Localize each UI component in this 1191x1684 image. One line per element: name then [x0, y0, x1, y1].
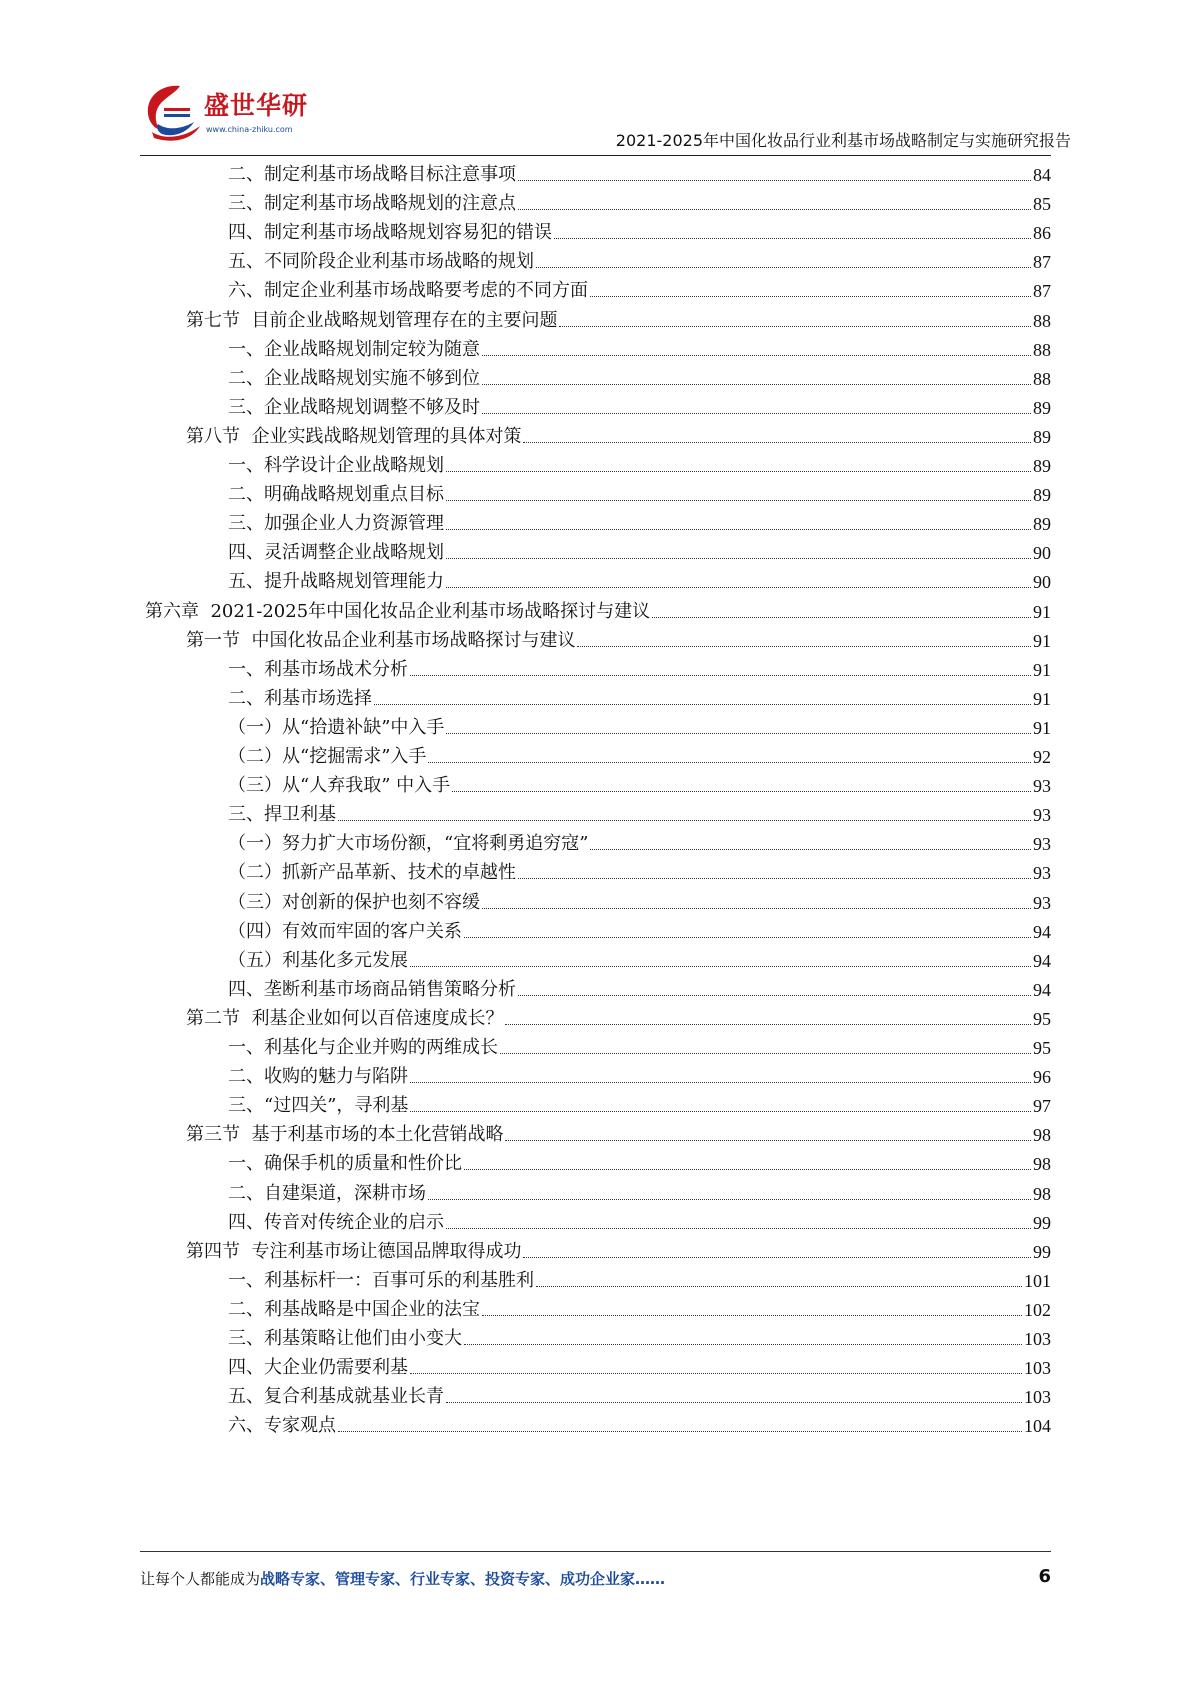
toc-entry-page: 89: [1033, 426, 1051, 447]
toc-entry-title: 二、明确战略规划重点目标: [228, 484, 444, 506]
toc-dot-leader: [518, 180, 1031, 181]
toc-entry[interactable]: [228, 1143, 1051, 1175]
toc-entry-title: 五、提升战略规划管理能力: [228, 571, 444, 593]
toc-entry[interactable]: [228, 212, 1051, 244]
toc-entry-title: （三）从“人弃我取” 中入手: [228, 775, 451, 797]
toc-entry[interactable]: [228, 154, 1051, 186]
toc-entry-page: 97: [1033, 1096, 1051, 1117]
toc-entry-page: 95: [1033, 1038, 1051, 1058]
toc-entry-title: （一）从“拾遗补缺”中入手: [228, 716, 445, 738]
toc-dot-leader: [446, 558, 1031, 559]
toc-entry[interactable]: [228, 736, 1051, 768]
toc-entry[interactable]: [228, 678, 1051, 710]
toc-entry[interactable]: [228, 1260, 1051, 1292]
toc-entry[interactable]: [228, 474, 1051, 506]
toc-dot-leader: [505, 1024, 1031, 1025]
toc-dot-leader: [518, 878, 1031, 879]
toc-entry[interactable]: [228, 940, 1051, 972]
toc-entry-title: 四、灵活调整企业战略规划: [228, 542, 444, 564]
report-title: 2021-2025年中国化妆品行业利基市场战略制定与实施研究报告: [615, 131, 1071, 150]
toc-entry-page: 85: [1033, 194, 1051, 215]
toc-entry-title: 一、利基标杆一：百事可乐的利基胜利: [228, 1269, 534, 1291]
toc-dot-leader: [536, 267, 1031, 268]
toc-dot-leader: [500, 1053, 1031, 1054]
toc-entry-page: 89: [1033, 514, 1051, 535]
toc-entry[interactable]: [228, 852, 1051, 884]
toc-entry-page: 89: [1033, 397, 1051, 418]
toc-entry-page: 103: [1024, 1387, 1051, 1408]
toc-entry-title: 五、复合利基成就基业长青: [228, 1386, 444, 1408]
toc-dot-leader: [446, 529, 1031, 530]
toc-dot-leader: [590, 296, 1031, 297]
toc-entry-page: 98: [1033, 1154, 1051, 1175]
toc-entry-title: （三）对创新的保护也刻不容缓: [228, 891, 480, 913]
toc-entry-page: 92: [1033, 747, 1051, 767]
toc-entry-page: 88: [1033, 368, 1051, 389]
toc-entry-page: 91: [1033, 688, 1051, 709]
toc-entry-title: 三、企业战略规划调整不够及时: [228, 396, 480, 418]
toc-entry[interactable]: [228, 1173, 1051, 1205]
toc-dot-leader: [518, 209, 1031, 210]
footer-slogan-roles: 战略专家、管理专家、行业专家、投资专家、成功企业家……: [260, 1570, 666, 1588]
toc-entry-page: 99: [1033, 1212, 1051, 1233]
toc-entry-page: 98: [1033, 1125, 1051, 1146]
toc-entry-title: 一、利基化与企业并购的两维成长: [228, 1037, 498, 1058]
toc-entry[interactable]: [228, 765, 1051, 797]
toc-entry[interactable]: [228, 1027, 1051, 1059]
toc-entry[interactable]: [228, 241, 1051, 273]
toc-entry-title: 第八节 企业实践战略规划管理的具体对策: [186, 425, 522, 447]
toc-entry-title: 一、利基市场战术分析: [228, 658, 408, 680]
toc-dot-leader: [464, 1344, 1022, 1345]
toc-entry-page: 104: [1024, 1416, 1051, 1437]
toc-entry-title: 一、确保手机的质量和性价比: [228, 1153, 462, 1175]
toc-entry-title: 第四节 专注利基市场让德国品牌取得成功: [186, 1240, 522, 1262]
toc-entry-page: 91: [1033, 717, 1051, 738]
toc-entry-title: 六、专家观点: [228, 1415, 336, 1437]
logo-website-url: www.china-zhiku.com: [206, 125, 293, 134]
toc-entry[interactable]: [228, 882, 1051, 914]
toc-dot-leader: [652, 617, 1031, 618]
footer-slogan: [140, 1568, 665, 1589]
toc-entry-page: 88: [1033, 310, 1051, 331]
toc-entry[interactable]: [228, 1405, 1051, 1437]
toc-entry-page: 90: [1033, 543, 1051, 564]
toc-entry-page: 90: [1033, 572, 1051, 593]
toc-entry-page: 89: [1033, 485, 1051, 506]
toc-dot-leader: [559, 326, 1031, 327]
toc-entry[interactable]: [228, 911, 1051, 943]
toc-dot-leader: [446, 1402, 1022, 1403]
toc-entry-page: 93: [1033, 805, 1051, 826]
toc-entry-title: 第六章 2021-2025年中国化妆品企业利基市场战略探讨与建议: [145, 600, 651, 622]
toc-entry-title: 一、科学设计企业战略规划: [228, 455, 444, 476]
toc-dot-leader: [338, 820, 1031, 821]
toc-dot-leader: [482, 413, 1031, 414]
logo-emblem-icon: [140, 80, 204, 142]
toc-entry[interactable]: [228, 183, 1051, 215]
toc-entry[interactable]: [228, 649, 1051, 681]
toc-entry[interactable]: [228, 1056, 1051, 1088]
toc-entry[interactable]: [228, 823, 1051, 855]
toc-dot-leader: [446, 587, 1031, 588]
toc-entry-page: 94: [1033, 979, 1051, 1000]
toc-entry-page: 87: [1033, 281, 1051, 302]
toc-dot-leader: [523, 1257, 1031, 1258]
toc-entry-title: 二、利基市场选择: [228, 687, 372, 709]
toc-entry-title: （二）抓新产品革新、技术的卓越性: [228, 862, 516, 884]
toc-entry-title: 第三节 基于利基市场的本土化营销战略: [186, 1124, 504, 1146]
toc-entry-title: 三、利基策略让他们由小变大: [228, 1328, 462, 1349]
toc-dot-leader: [410, 1111, 1031, 1112]
toc-entry-title: 第一节 中国化妆品企业利基市场战略探讨与建议: [186, 629, 576, 651]
toc-dot-leader: [464, 1169, 1031, 1170]
toc-entry-title: 一、企业战略规划制定较为随意: [228, 338, 480, 360]
toc-entry-title: 三、“过四关”，寻利基: [228, 1095, 409, 1117]
toc-entry-page: 87: [1033, 252, 1051, 273]
toc-dot-leader: [482, 355, 1031, 356]
toc-entry-title: 二、企业战略规划实施不够到位: [228, 367, 480, 389]
toc-entry[interactable]: [186, 1231, 1051, 1263]
toc-entry-title: （二）从“挖掘需求”入手: [228, 746, 427, 767]
toc-entry-page: 86: [1033, 223, 1051, 244]
toc-dot-leader: [410, 1373, 1022, 1374]
toc-entry[interactable]: [186, 998, 1051, 1030]
toc-dot-leader: [590, 849, 1031, 850]
toc-dot-leader: [482, 1315, 1022, 1316]
toc-entry-title: 四、传音对传统企业的启示: [228, 1211, 444, 1233]
company-logo: [140, 80, 320, 150]
toc-entry-page: 93: [1033, 776, 1051, 797]
toc-entry[interactable]: [186, 300, 1051, 332]
toc-dot-leader: [518, 995, 1031, 996]
toc-entry-title: 二、利基战略是中国企业的法宝: [228, 1298, 480, 1320]
toc-dot-leader: [428, 1199, 1031, 1200]
page-header: [0, 0, 1191, 158]
toc-entry[interactable]: [186, 416, 1051, 448]
toc-entry-page: 99: [1033, 1241, 1051, 1262]
toc-entry-page: 93: [1033, 863, 1051, 884]
toc-entry-page: 98: [1033, 1183, 1051, 1204]
toc-entry-title: （五）利基化多元发展: [228, 949, 408, 971]
toc-entry[interactable]: [228, 707, 1051, 739]
toc-entry-page: 103: [1024, 1358, 1051, 1379]
toc-dot-leader: [410, 1082, 1031, 1083]
toc-entry-page: 94: [1033, 921, 1051, 942]
page-number: 6: [1038, 1566, 1051, 1587]
toc-dot-leader: [446, 733, 1031, 734]
toc-entry-title: 四、垄断利基市场商品销售策略分析: [228, 978, 516, 1000]
toc-entry-title: 二、制定利基市场战略目标注意事项: [228, 164, 516, 185]
toc-entry-title: 第二节 利基企业如何以百倍速度成长？: [186, 1007, 504, 1029]
toc-entry[interactable]: [228, 532, 1051, 564]
toc-entry[interactable]: [145, 591, 1051, 623]
toc-dot-leader: [536, 1286, 1022, 1287]
toc-entry-page: 93: [1033, 834, 1051, 855]
toc-dot-leader: [505, 1140, 1031, 1141]
toc-entry[interactable]: [228, 329, 1051, 361]
toc-entry[interactable]: [228, 1202, 1051, 1234]
toc-entry-title: 第七节 目前企业战略规划管理存在的主要问题: [186, 309, 558, 331]
toc-entry-title: 四、制定利基市场战略规划容易犯的错误: [228, 222, 552, 244]
toc-entry-page: 91: [1033, 601, 1051, 622]
toc-entry-title: 三、加强企业人力资源管理: [228, 513, 444, 535]
toc-entry-page: 96: [1033, 1067, 1051, 1088]
toc-entry[interactable]: [228, 794, 1051, 826]
toc-entry-page: 88: [1033, 339, 1051, 360]
toc-entry[interactable]: [228, 387, 1051, 419]
toc-dot-leader: [554, 238, 1031, 239]
toc-entry[interactable]: [186, 1114, 1051, 1146]
toc-entry-title: 四、大企业仍需要利基: [228, 1357, 408, 1379]
toc-entry[interactable]: [228, 358, 1051, 390]
toc-entry[interactable]: [228, 270, 1051, 302]
toc-dot-leader: [523, 442, 1031, 443]
toc-entry-page: 101: [1024, 1270, 1051, 1291]
toc-entry-page: 103: [1024, 1329, 1051, 1349]
toc-entry-title: 三、制定利基市场战略规划的注意点: [228, 193, 516, 215]
toc-entry[interactable]: [228, 1289, 1051, 1321]
toc-dot-leader: [374, 704, 1031, 705]
toc-dot-leader: [446, 1228, 1031, 1229]
toc-entry-page: 91: [1033, 659, 1051, 680]
toc-entry-page: 89: [1033, 456, 1051, 476]
toc-entry[interactable]: [228, 1347, 1051, 1379]
toc-entry-page: 93: [1033, 892, 1051, 913]
toc-entry-title: 五、不同阶段企业利基市场战略的规划: [228, 251, 534, 273]
toc-entry[interactable]: [228, 561, 1051, 593]
toc-dot-leader: [446, 471, 1031, 472]
footer-slogan-lead: 让每个人都能成为: [140, 1570, 261, 1588]
toc-dot-leader: [482, 908, 1031, 909]
toc-dot-leader: [577, 646, 1031, 647]
toc-entry-title: （四）有效而牢固的客户关系: [228, 920, 462, 942]
toc-entry[interactable]: [228, 445, 1051, 477]
toc-dot-leader: [464, 937, 1031, 938]
toc-dot-leader: [446, 500, 1031, 501]
page-footer: [140, 1568, 1051, 1594]
toc-entry[interactable]: [228, 969, 1051, 1001]
toc-entry-page: 102: [1024, 1299, 1051, 1320]
toc-entry[interactable]: [228, 1085, 1051, 1117]
toc-dot-leader: [338, 1431, 1022, 1432]
toc-entry[interactable]: [228, 503, 1051, 535]
toc-entry-title: 三、捍卫利基: [228, 804, 336, 826]
toc-entry-title: 二、自建渠道，深耕市场: [228, 1182, 426, 1204]
footer-divider: [140, 1551, 1051, 1552]
toc-entry-page: 95: [1033, 1008, 1051, 1029]
toc-entry-title: 二、收购的魅力与陷阱: [228, 1066, 408, 1088]
toc-entry-title: 六、制定企业利基市场战略要考虑的不同方面: [228, 280, 588, 302]
toc-entry[interactable]: [186, 620, 1051, 652]
toc-entry-page: 91: [1033, 630, 1051, 651]
toc-dot-leader: [452, 791, 1031, 792]
toc-entry[interactable]: [228, 1376, 1051, 1408]
toc-dot-leader: [428, 762, 1031, 763]
toc-entry[interactable]: [228, 1318, 1051, 1350]
logo-company-name: 盛世华研: [204, 91, 309, 120]
toc-dot-leader: [410, 675, 1031, 676]
toc-entry-page: 84: [1033, 165, 1051, 185]
toc-dot-leader: [410, 966, 1031, 967]
toc-dot-leader: [482, 384, 1031, 385]
toc-entry-title: （一）努力扩大市场份额，“宜将剩勇追穷寇”: [228, 833, 589, 855]
toc-entry-page: 94: [1033, 950, 1051, 971]
